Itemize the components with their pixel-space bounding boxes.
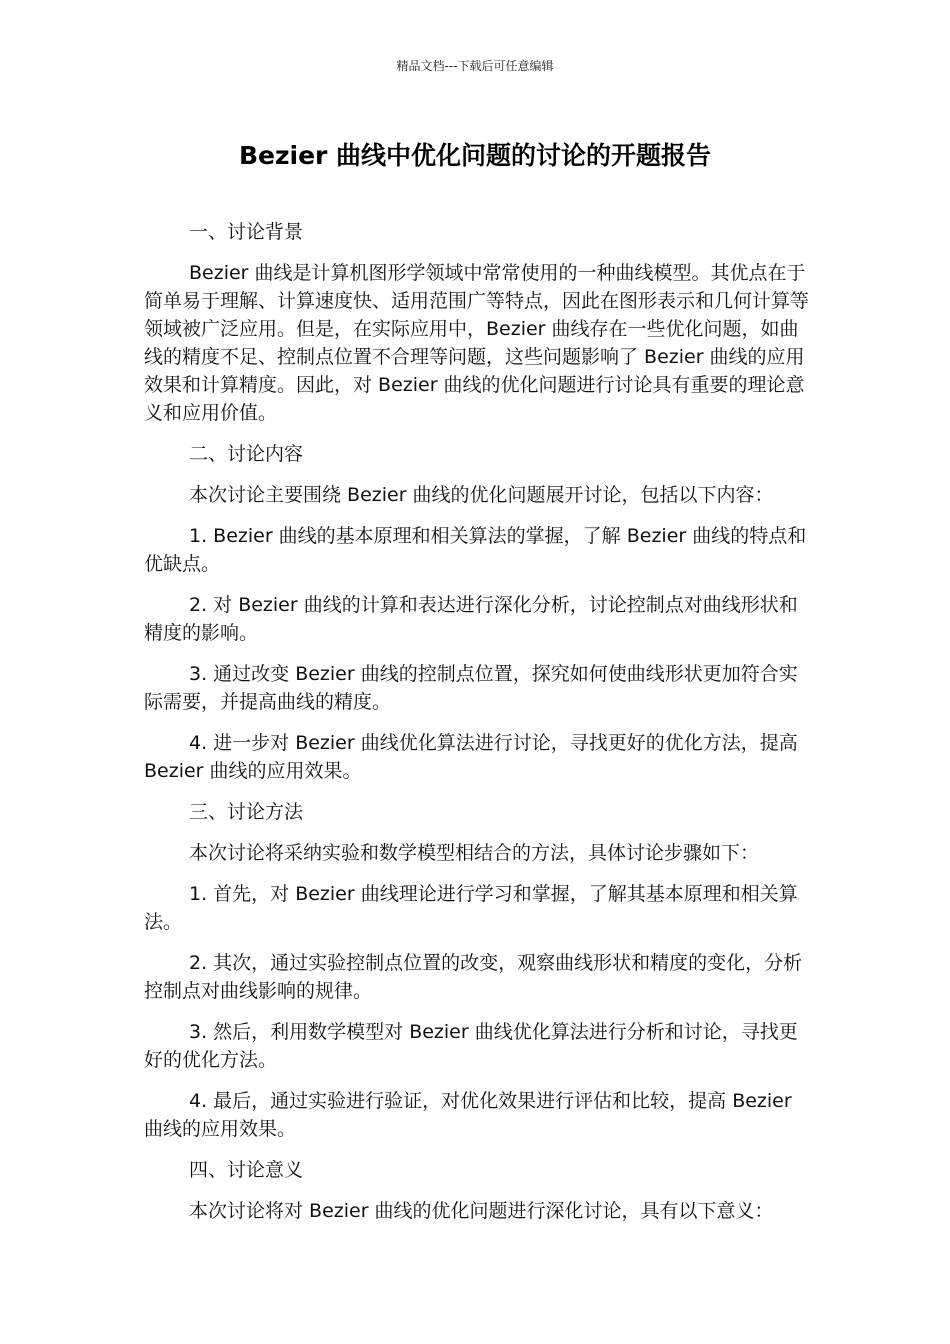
section-heading-background: 一、讨论背景	[189, 221, 304, 243]
list-item-content-3: 3. 通过改变 Bezier 曲线的控制点位置，探究如何使曲线形状更加符合实际需要，并提高曲线的精度。	[144, 663, 798, 713]
list-item-method-1: 1. 首先，对 Bezier 曲线理论进行学习和掌握，了解其基本原理和相关算法。	[144, 883, 798, 933]
document-title: Bezier 曲线中优化问题的讨论的开题报告	[238, 141, 712, 170]
list-item-method-3: 3. 然后，利用数学模型对 Bezier 曲线优化算法进行分析和讨论，寻找更好的优化方法。	[144, 1021, 798, 1071]
section-heading-content: 二、讨论内容	[189, 443, 304, 465]
list-item-content-1: 1. Bezier 曲线的基本原理和相关算法的掌握，了解 Bezier 曲线的特点和优缺点。	[144, 525, 807, 575]
list-item-method-2: 2. 其次，通过实验控制点位置的改变，观察曲线形状和精度的变化，分析控制点对曲线影响的规律。	[144, 952, 803, 1002]
paragraph-background: Bezier 曲线是计算机图形学领域中常常使用的一种曲线模型。其优点在于简单易于理解、计算速度快、适用范围广等特点，因此在图形表示和几何计算等领域被广泛应用。但是，在实际应用中，Bezier 曲线存在一些优化问题，如曲线的精度不足、控制点位置不合理等问题，这些问题影响了 Bezier 曲线的应用效果和计算精度。因此，对 Bezier 曲线的优化问题进行讨论具有重要的理论意义和应用价值。	[144, 262, 810, 424]
document-body	[144, 218, 812, 1225]
list-item-method-4: 4. 最后，通过实验进行验证，对优化效果进行评估和比较，提高 Bezier 曲线的应用效果。	[144, 1090, 792, 1140]
page-header: 精品文档---下载后可任意编辑	[396, 59, 554, 73]
list-item-content-4: 4. 进一步对 Bezier 曲线优化算法进行讨论，寻找更好的优化方法，提高 Bezier 曲线的应用效果。	[144, 732, 798, 782]
paragraph-significance-intro: 本次讨论将对 Bezier 曲线的优化问题进行深化讨论，具有以下意义：	[189, 1200, 774, 1222]
list-item-content-2: 2. 对 Bezier 曲线的计算和表达进行深化分析，讨论控制点对曲线形状和精度的影响。	[144, 594, 798, 644]
paragraph-method-intro: 本次讨论将采纳实验和数学模型相结合的方法，具体讨论步骤如下：	[189, 842, 760, 864]
section-heading-method: 三、讨论方法	[189, 801, 304, 823]
paragraph-content-intro: 本次讨论主要围绕 Bezier 曲线的优化问题展开讨论，包括以下内容：	[189, 484, 774, 506]
section-heading-significance: 四、讨论意义	[189, 1159, 304, 1181]
